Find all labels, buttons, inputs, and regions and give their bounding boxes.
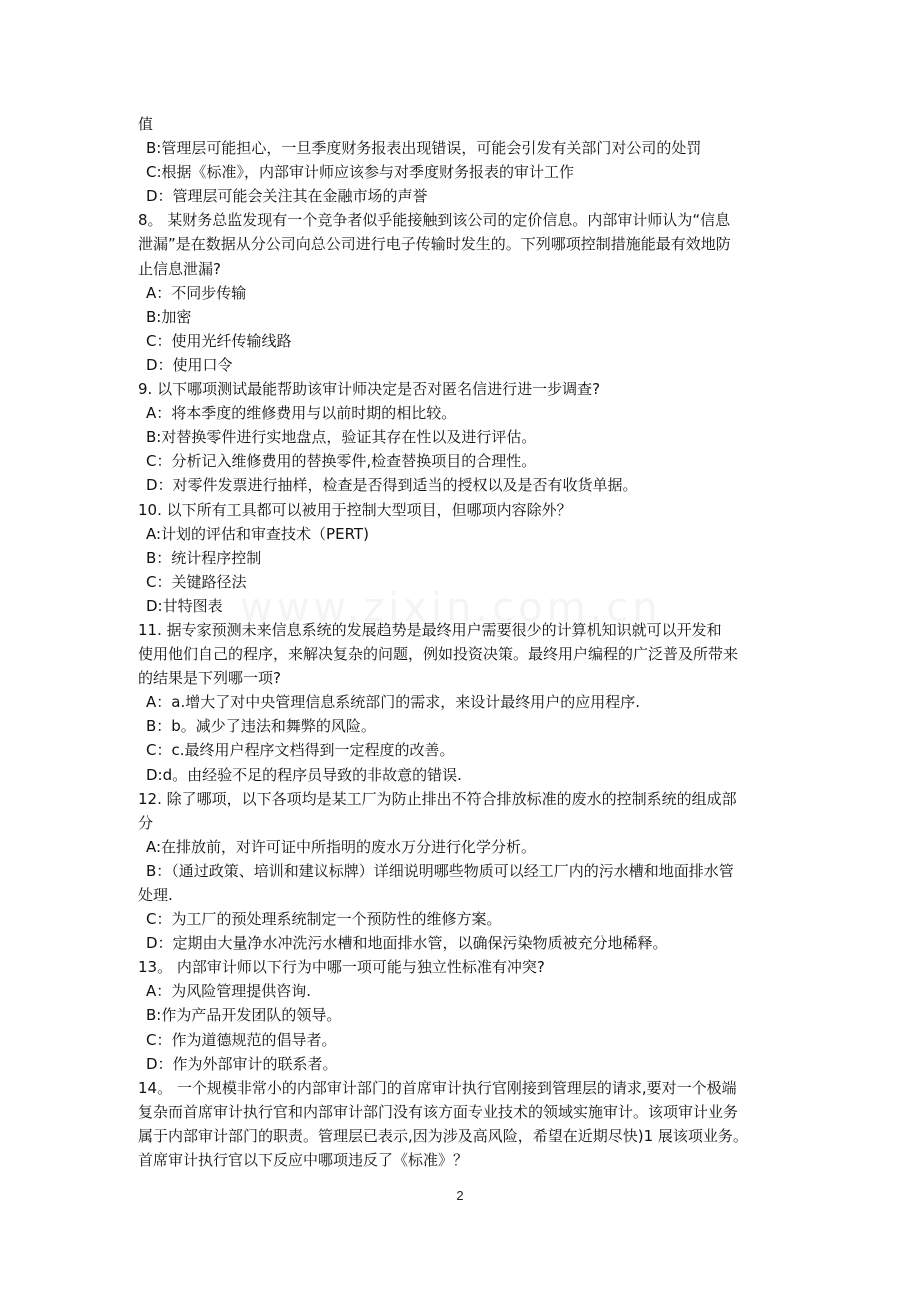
option-line: B:加密 xyxy=(146,307,192,326)
text-line: 使用他们自己的程序，来解决复杂的问题，例如投资决策。最终用户编程的广泛普及所带来 xyxy=(138,645,739,664)
text-line: 的结果是下列哪一项? xyxy=(138,669,281,688)
text-line: 12. 除了哪项，以下各项均是某工厂为防止排出不符合排放标准的废水的控制系统的组成部 xyxy=(138,789,737,808)
option-line: C：使用光纤传输线路 xyxy=(146,331,292,350)
option-line: C：作为道德规范的倡导者。 xyxy=(146,1030,337,1049)
text-line: 11. 据专家预测未来信息系统的发展趋势是最终用户需要很少的计算机知识就可以开发和 xyxy=(138,620,722,639)
option-line: D：作为外部审计的联系者。 xyxy=(146,1054,338,1073)
option-line: C:根据《标准》，内部审计师应该参与对季度财务报表的审计工作 xyxy=(146,163,575,182)
option-line: B：（通过政策、培训和建议标牌）详细说明哪些物质可以经工厂内的污水槽和地面排水管 xyxy=(146,861,734,880)
option-line: D：对零件发票进行抽样，检查是否得到适当的授权以及是否有收货单据。 xyxy=(146,476,638,495)
option-line: A：为风险管理提供咨询. xyxy=(146,982,312,1001)
text-line: 处理. xyxy=(138,886,173,904)
option-line: C：关键路径法 xyxy=(146,572,247,591)
page-number: 2 xyxy=(456,1188,464,1203)
text-line: 10. 以下所有工具都可以被用于控制大型项目，但哪项内容除外？ xyxy=(138,500,572,519)
text-line: 14。 一个规模非常小的内部审计部门的首席审计执行官刚接到管理层的请求,要对一个极端 xyxy=(138,1078,737,1097)
option-line: B：b。减少了违法和舞弊的风险。 xyxy=(146,717,376,736)
text-line: 分 xyxy=(138,813,154,832)
text-line: 9. 以下哪项测试最能帮助该审计师决定是否对匿名信进行进一步调查? xyxy=(138,380,601,399)
option-line: B:管理层可能担心，一旦季度财务报表出现错误，可能会引发有关部门对公司的处罚 xyxy=(146,139,702,158)
option-line: C：为工厂的预处理系统制定一个预防性的维修方案。 xyxy=(146,910,502,929)
text-line: 复杂而首席审计执行官和内部审计部门没有该方面专业技术的领域实施审计。该项审计业务 xyxy=(138,1102,739,1121)
option-line: D:甘特图表 xyxy=(146,596,223,615)
text-line: 属于内部审计部门的职责。管理层已表示,因为涉及高风险，希望在近期尽快)1 展该项业务。 xyxy=(138,1126,748,1145)
text-line: 值 xyxy=(138,115,154,133)
option-line: C：分析记入维修费用的替换零件,检查替换项目的合理性。 xyxy=(146,452,537,471)
option-line: B：统计程序控制 xyxy=(146,548,262,567)
option-line: A:计划的评估和审查技术（PERT) xyxy=(146,524,369,543)
option-line: A：不同步传输 xyxy=(146,283,247,302)
text-line: 止信息泄漏? xyxy=(138,259,221,278)
option-line: A：将本季度的维修费用与以前时期的相比较。 xyxy=(146,404,457,423)
option-line: B:对替换零件进行实地盘点，验证其存在性以及进行评估。 xyxy=(146,428,537,447)
option-line: D：使用口令 xyxy=(146,355,233,374)
option-line: D：定期由大量净水冲洗污水槽和地面排水管，以确保污染物质被充分地稀释。 xyxy=(146,934,668,953)
option-line: A:在排放前，对许可证中所指明的废水万分进行化学分析。 xyxy=(146,837,537,856)
text-line: 首席审计执行官以下反应中哪项违反了《标准》？ xyxy=(138,1151,469,1170)
text-line: 泄漏”是在数据从分公司向总公司进行电子传输时发生的。下列哪项控制措施能最有效地防 xyxy=(138,235,731,254)
page-content xyxy=(138,112,788,1172)
text-line: 8。 某财务总监发现有一个竞争者似乎能接触到该公司的定价信息。内部审计师认为“信息 xyxy=(138,211,731,230)
option-line: D：管理层可能会关注其在金融市场的声誉 xyxy=(146,187,428,206)
text-line: 13。 内部审计师以下行为中哪一项可能与独立性标准有冲突? xyxy=(138,958,545,977)
option-line: D:d。由经验不足的程序员导致的非故意的错误. xyxy=(146,765,462,784)
option-line: B:作为产品开发团队的领导。 xyxy=(146,1006,342,1025)
option-line: C：c.最终用户程序文档得到一定程度的改善。 xyxy=(146,741,455,760)
option-line: A：a.增大了对中央管理信息系统部门的需求，来设计最终用户的应用程序. xyxy=(146,693,640,712)
